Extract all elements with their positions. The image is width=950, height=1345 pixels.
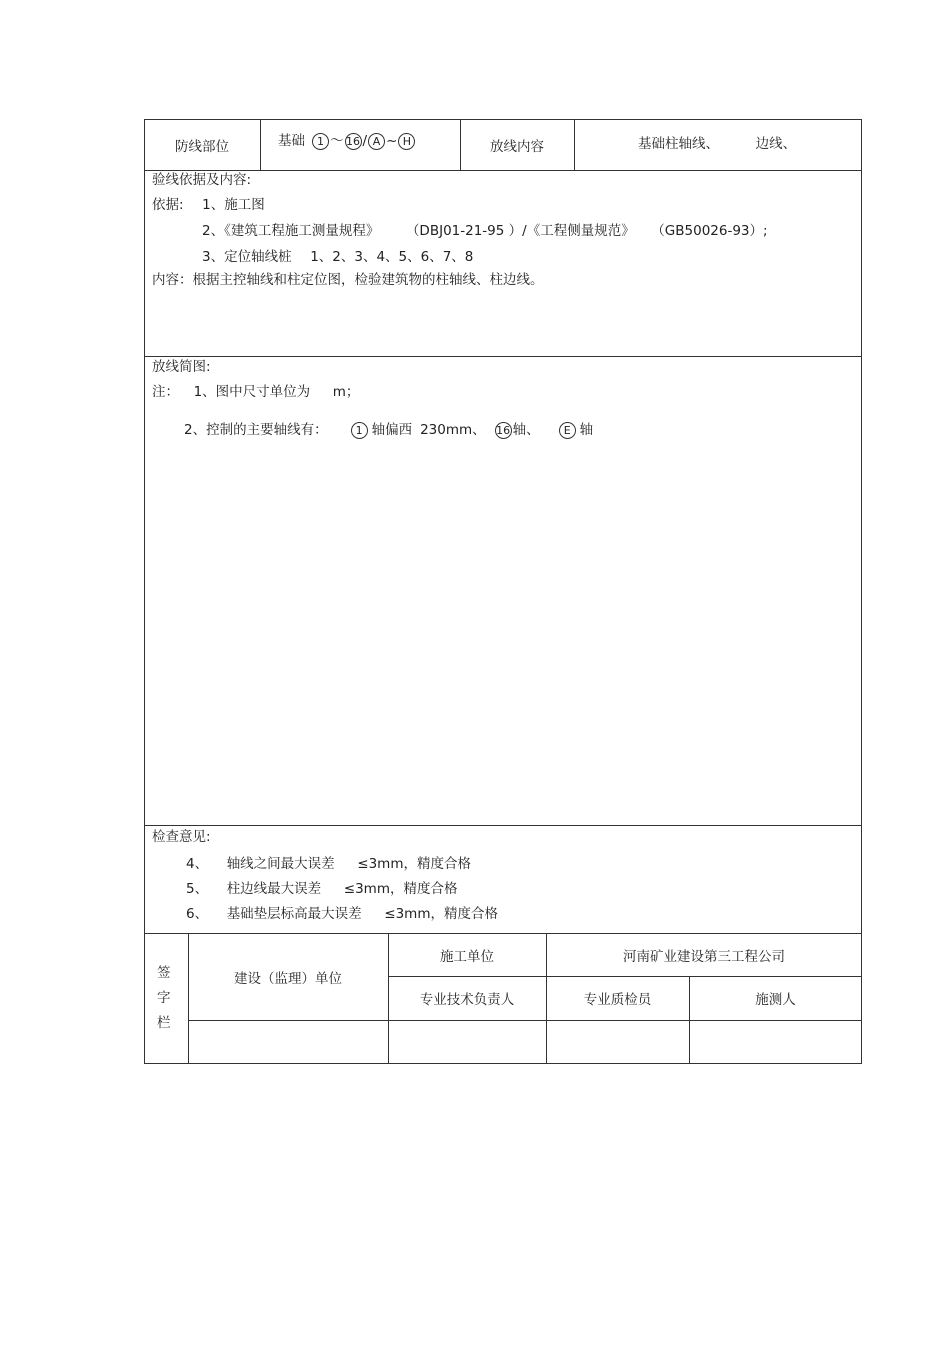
inspection-item-num: 5、 bbox=[186, 881, 209, 897]
basis-line-1 bbox=[152, 196, 265, 214]
inspection-item-4 bbox=[186, 855, 471, 873]
axis-16-circle: 16 bbox=[496, 423, 511, 437]
inspection-item-text: 基础垫层标高最大误差 bbox=[226, 906, 362, 922]
axis-end-circle: 16 bbox=[346, 134, 360, 148]
tilde-separator-2: ~ bbox=[386, 133, 398, 149]
basis-stakes-label: 3、定位轴线桩 bbox=[202, 249, 292, 265]
inspection-item-text: 柱边线最大误差 bbox=[226, 881, 322, 897]
owner-label: 建设（监理）单位 bbox=[234, 970, 342, 987]
inspection-item-value: ≤3mm，精度合格 bbox=[357, 856, 471, 872]
basis-regulation-3: （GB50026-93）; bbox=[651, 223, 768, 239]
sketch-note-1 bbox=[152, 383, 359, 401]
main-axes-label: 2、控制的主要轴线有： bbox=[184, 422, 328, 438]
inspection-item-num: 6、 bbox=[186, 906, 209, 922]
header-divider-3 bbox=[574, 119, 575, 170]
axis-e-circle: E bbox=[559, 422, 576, 439]
inspection-item-5 bbox=[186, 880, 457, 898]
basis-content-line: 内容：根据主控轴线和柱定位图，检验建筑物的柱轴线、柱边线。 bbox=[152, 272, 544, 288]
header-divider-1 bbox=[260, 119, 261, 170]
inspection-title: 检查意见: bbox=[152, 829, 211, 845]
contractor-label: 施工单位 bbox=[440, 948, 494, 965]
basis-drawings: 1、施工图 bbox=[202, 197, 265, 213]
content-value-2: 边线、 bbox=[755, 136, 797, 152]
basis-regulation-1: 2、《建筑工程施工测量规程》 bbox=[202, 223, 380, 239]
basis-line-2 bbox=[202, 222, 768, 240]
sig-column-label-1: 签 bbox=[157, 965, 171, 981]
sketch-note-2 bbox=[184, 421, 593, 439]
axis-1-offset: 230mm、 bbox=[420, 422, 486, 438]
basis-line-3 bbox=[202, 248, 473, 266]
sig-column-label-3: 栏 bbox=[157, 1015, 171, 1031]
row-start-circle: A bbox=[368, 133, 385, 150]
owner-signature-cell[interactable] bbox=[188, 1020, 388, 1063]
row-end-circle: H bbox=[398, 133, 415, 150]
area-prefix: 基础 bbox=[278, 133, 305, 149]
sketch-title: 放线简图: bbox=[152, 359, 211, 375]
area-label: 防线部位 bbox=[175, 138, 229, 155]
qc-signature-cell[interactable] bbox=[546, 1020, 689, 1063]
content-value-1: 基础柱轴线、 bbox=[638, 136, 719, 152]
basis-stakes-values: 1、2、3、4、5、6、7、8 bbox=[310, 249, 474, 265]
axis-start-circle: 1 bbox=[312, 133, 329, 150]
content-label: 放线内容 bbox=[490, 138, 544, 155]
surveyor-label: 施测人 bbox=[755, 992, 796, 1008]
basis-prefix: 依据: bbox=[152, 197, 184, 213]
axis-1-circle: 1 bbox=[351, 422, 368, 439]
inspection-item-text: 轴线之间最大误差 bbox=[226, 856, 335, 872]
note-unit-text: 1、图中尺寸单位为 bbox=[193, 384, 311, 400]
basis-regulation-2: （DBJ01-21-95 ）/《工程侧量规范》 bbox=[405, 223, 635, 239]
axis-e-text: 轴 bbox=[579, 422, 594, 438]
surveyor-signature-cell[interactable] bbox=[689, 1020, 862, 1063]
contractor-name: 河南矿业建设第三工程公司 bbox=[623, 948, 785, 965]
axis-1-text: 轴偏西 bbox=[371, 422, 413, 438]
inspection-item-value: ≤3mm，精度合格 bbox=[384, 906, 498, 922]
sig-column-label-2: 字 bbox=[157, 990, 171, 1006]
tilde-separator: ～ bbox=[330, 133, 344, 149]
tech-lead-signature-cell[interactable] bbox=[388, 1020, 546, 1063]
sketch-bottom-rule bbox=[144, 825, 862, 826]
basis-bottom-rule bbox=[144, 356, 862, 357]
inspection-item-num: 4、 bbox=[186, 856, 209, 872]
inspection-item-value: ≤3mm，精度合格 bbox=[343, 881, 458, 897]
qc-inspector-label: 专业质检员 bbox=[583, 992, 652, 1008]
header-bottom-rule bbox=[144, 170, 862, 171]
content-value bbox=[638, 135, 796, 153]
basis-title: 验线依据及内容: bbox=[152, 172, 252, 188]
note-prefix: 注： bbox=[152, 384, 179, 400]
tech-lead-label: 专业技术负责人 bbox=[419, 992, 515, 1008]
area-value bbox=[278, 132, 416, 150]
note-unit-value: m； bbox=[332, 384, 360, 400]
inspection-item-6 bbox=[186, 905, 498, 923]
slash-separator: / bbox=[362, 133, 368, 149]
axis-16-text: 轴、 bbox=[512, 422, 540, 438]
